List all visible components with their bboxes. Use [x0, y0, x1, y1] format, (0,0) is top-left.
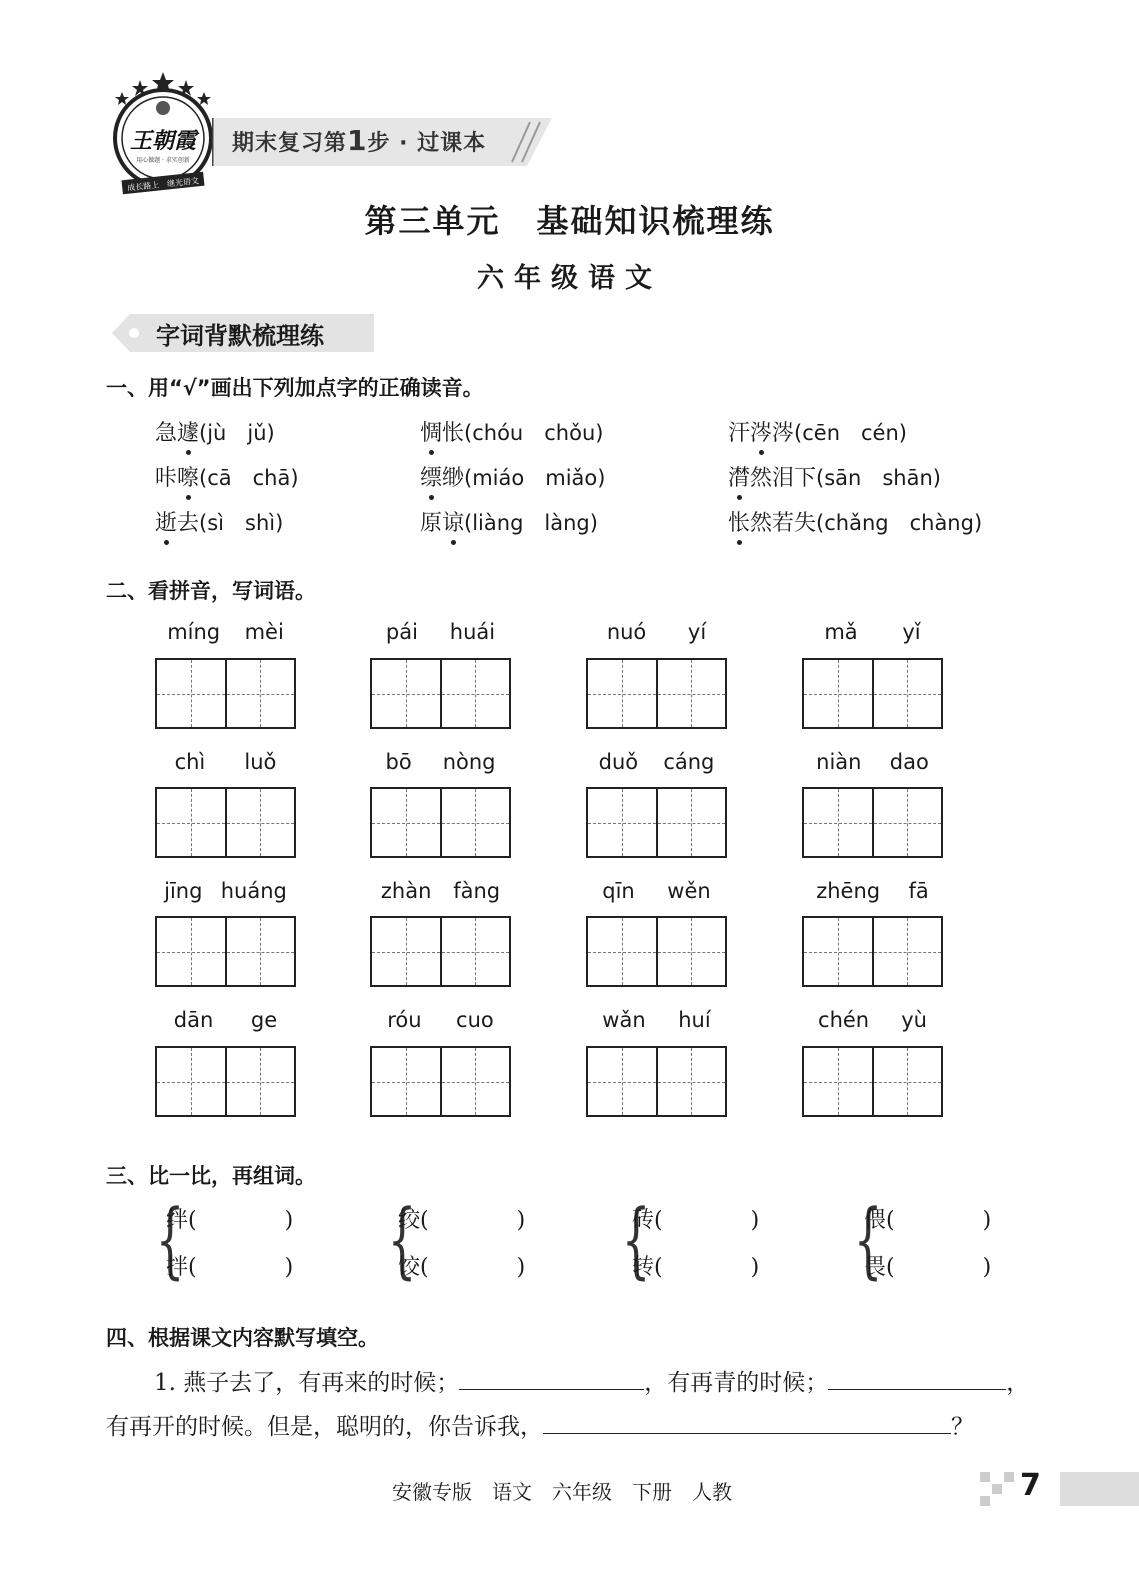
- writing-grid[interactable]: [370, 658, 511, 729]
- section-tag: 字词背默梳理练: [156, 322, 324, 350]
- writing-grid[interactable]: [155, 1046, 296, 1117]
- writing-grid[interactable]: [370, 916, 511, 987]
- writing-grid[interactable]: [155, 658, 296, 729]
- pinyin-label: zhàn fàng: [380, 879, 501, 903]
- q2-heading: 二、看拼音，写词语。: [106, 579, 316, 603]
- writing-cell[interactable]: [588, 918, 656, 985]
- writing-cell[interactable]: [872, 1048, 942, 1115]
- writing-cell[interactable]: [225, 789, 295, 856]
- writing-cell[interactable]: [872, 660, 942, 727]
- pinyin-options[interactable]: (cēn cén): [794, 421, 907, 445]
- page-bar: [1060, 1472, 1139, 1506]
- writing-cell[interactable]: [157, 918, 225, 985]
- pinyin-options[interactable]: (sì shì): [199, 511, 284, 535]
- writing-cell[interactable]: [804, 789, 872, 856]
- writing-cell[interactable]: [804, 918, 872, 985]
- pinyin-options[interactable]: (miáo miǎo): [464, 466, 606, 490]
- footer-decor: [980, 1472, 1016, 1506]
- reading-item: 怅然若失(chǎng chàng): [728, 506, 982, 537]
- page-number: 7: [1020, 1468, 1041, 1503]
- pinyin-label: wǎn huí: [602, 1008, 711, 1032]
- writing-grid[interactable]: [802, 916, 943, 987]
- writing-grid[interactable]: [586, 658, 727, 729]
- pinyin-label: dān ge: [173, 1008, 278, 1032]
- writing-cell[interactable]: [588, 1048, 656, 1115]
- svg-text:用心做题 · 求实创新: 用心做题 · 求实创新: [136, 157, 190, 164]
- reading-item: 惆怅(chóu chǒu): [420, 416, 603, 447]
- writing-cell[interactable]: [440, 789, 510, 856]
- footer-text: 安徽专版 语文 六年级 下册 人教: [392, 1480, 732, 1504]
- pinyin-options[interactable]: (chóu chǒu): [464, 421, 604, 445]
- pinyin-label: duǒ cáng: [598, 750, 715, 774]
- writing-cell[interactable]: [372, 1048, 440, 1115]
- pinyin-label: jīng huáng: [164, 879, 287, 903]
- reading-item: 急遽(jù jǔ): [155, 416, 275, 447]
- writing-grid[interactable]: [155, 787, 296, 858]
- reading-item: 汗涔涔(cēn cén): [728, 416, 907, 447]
- fill-blank[interactable]: [459, 1367, 644, 1390]
- writing-cell[interactable]: [440, 660, 510, 727]
- pinyin-label: chì luǒ: [174, 750, 277, 774]
- reading-item: 咔嚓(cā chā): [155, 461, 299, 492]
- publisher-logo: [108, 70, 218, 195]
- writing-cell[interactable]: [656, 789, 726, 856]
- writing-cell[interactable]: [225, 918, 295, 985]
- pinyin-label: míng mèi: [167, 620, 284, 644]
- pinyin-label: nuó yí: [606, 620, 707, 644]
- writing-grid[interactable]: [802, 787, 943, 858]
- pinyin-options[interactable]: (cā chā): [199, 466, 299, 490]
- compare-word[interactable]: 偎( ): [864, 1208, 992, 1233]
- writing-grid[interactable]: [586, 1046, 727, 1117]
- writing-cell[interactable]: [872, 918, 942, 985]
- svg-text:成长路上 继光语文: 成长路上 继光语文: [126, 176, 200, 193]
- writing-cell[interactable]: [872, 789, 942, 856]
- writing-grid[interactable]: [586, 787, 727, 858]
- pinyin-label: bō nòng: [385, 750, 496, 774]
- writing-grid[interactable]: [586, 916, 727, 987]
- q3-heading: 三、比一比，再组词。: [106, 1164, 316, 1188]
- banner-text: 期末复习第1步 · 过课本: [232, 124, 487, 157]
- q4-line-2: 有再开的时候。但是，聪明的，你告诉我， ？: [106, 1408, 1046, 1441]
- page-title: 第三单元 基础知识梳理练: [364, 202, 775, 240]
- writing-cell[interactable]: [804, 660, 872, 727]
- brace-icon: {: [853, 1193, 883, 1288]
- writing-cell[interactable]: [225, 660, 295, 727]
- pinyin-label: pái huái: [385, 620, 496, 644]
- pinyin-label: róu cuo: [387, 1008, 494, 1032]
- q1-heading: 一、用“√”画出下列加点字的正确读音。: [106, 376, 484, 400]
- pinyin-options[interactable]: (chǎng chàng): [816, 511, 983, 535]
- compare-word[interactable]: 拌( ): [166, 1255, 294, 1280]
- writing-grid[interactable]: [802, 1046, 943, 1117]
- writing-cell[interactable]: [804, 1048, 872, 1115]
- writing-grid[interactable]: [370, 1046, 511, 1117]
- writing-cell[interactable]: [440, 1048, 510, 1115]
- reading-item: 缥缈(miáo miǎo): [420, 461, 605, 492]
- reading-item: 原谅(liàng làng): [420, 506, 598, 537]
- page-subtitle: 六年级语文: [477, 263, 662, 294]
- pinyin-options[interactable]: (jù jǔ): [199, 421, 275, 445]
- writing-cell[interactable]: [656, 918, 726, 985]
- compare-word[interactable]: 转( ): [632, 1255, 760, 1280]
- pinyin-label: chén yù: [818, 1008, 927, 1032]
- brace-icon: {: [387, 1193, 417, 1288]
- writing-cell[interactable]: [157, 660, 225, 727]
- brace-icon: {: [155, 1193, 185, 1288]
- writing-grid[interactable]: [802, 658, 943, 729]
- pinyin-options[interactable]: (liàng làng): [464, 511, 598, 535]
- writing-cell[interactable]: [656, 1048, 726, 1115]
- svg-text:王朝霞: 王朝霞: [129, 128, 197, 154]
- fill-blank[interactable]: [543, 1411, 951, 1434]
- writing-cell[interactable]: [372, 660, 440, 727]
- pinyin-label: qīn wěn: [602, 879, 711, 903]
- writing-cell[interactable]: [157, 789, 225, 856]
- writing-cell[interactable]: [225, 1048, 295, 1115]
- writing-cell[interactable]: [440, 918, 510, 985]
- writing-cell[interactable]: [656, 660, 726, 727]
- writing-grid[interactable]: [155, 916, 296, 987]
- brace-icon: {: [621, 1193, 651, 1288]
- compare-word[interactable]: 绞( ): [398, 1208, 526, 1233]
- writing-cell[interactable]: [588, 789, 656, 856]
- q4-heading: 四、根据课文内容默写填空。: [106, 1326, 379, 1350]
- pinyin-options[interactable]: (sān shān): [816, 466, 941, 490]
- pinyin-label: mǎ yǐ: [824, 620, 921, 644]
- pinyin-label: niàn dao: [816, 750, 929, 774]
- compare-word[interactable]: 绊( ): [166, 1208, 294, 1233]
- writing-grid[interactable]: [370, 787, 511, 858]
- writing-cell[interactable]: [372, 789, 440, 856]
- q4-line-1: 1. 燕子去了，有再来的时候； ，有再青的时候； ，: [106, 1364, 1046, 1397]
- compare-word[interactable]: 砖( ): [632, 1208, 760, 1233]
- writing-cell[interactable]: [157, 1048, 225, 1115]
- fill-blank[interactable]: [828, 1367, 1006, 1390]
- writing-cell[interactable]: [372, 918, 440, 985]
- pinyin-label: zhēng fā: [816, 879, 929, 903]
- reading-item: 逝去(sì shì): [155, 506, 283, 537]
- reading-item: 潸然泪下(sān shān): [728, 461, 941, 492]
- compare-word[interactable]: 饺( ): [398, 1255, 526, 1280]
- compare-word[interactable]: 畏( ): [864, 1255, 992, 1280]
- writing-cell[interactable]: [588, 660, 656, 727]
